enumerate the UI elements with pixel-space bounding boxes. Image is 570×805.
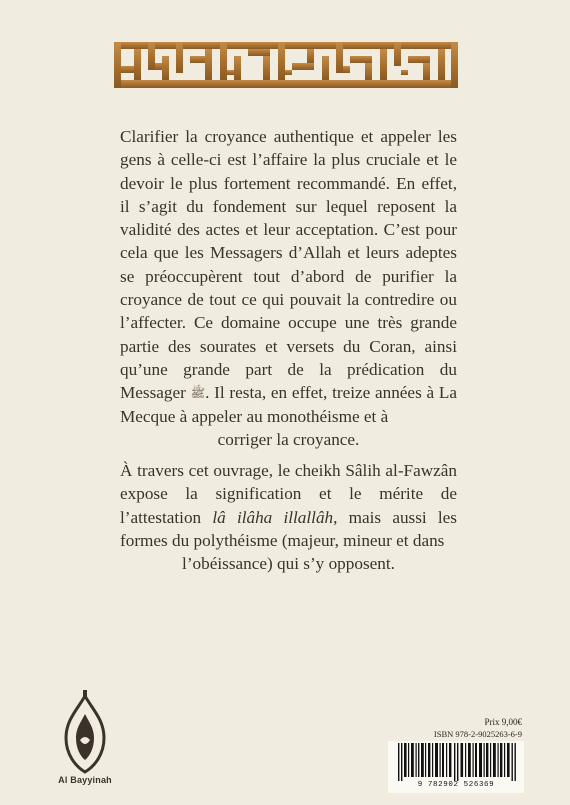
paragraph-intro-text: Clarifier la croyance authentique et appeler les gens à celle-ci est l’affaire la plus cruciale et le devoir le plus fortement recommandé. En effet, il s’agit du fondement sur lequel reposent la validité des actes et leur acceptation. C’est pour cela que les Messagers d’Allah et leurs adeptes se préoccupèrent tout d’abord de purifier la croyance de tout ce qui pouvait la contredire ou l’affecter. Ce domaine occupe une très grande partie des sourates et versets du Coran, ainsi qu’une grande part de la prédication du Messager (120, 127, 457, 403)
isbn-label: ISBN 978-2-9025263-6-9 (433, 729, 522, 739)
salawat-honorific-icon: ﷺ (190, 386, 206, 401)
barcode (388, 741, 524, 793)
paragraph-intro (120, 125, 457, 451)
paragraph-summary-continued: , mais aussi les formes du polythéisme (majeur, mineur et dans (120, 507, 457, 551)
kufic-calligraphy-banner (112, 40, 460, 92)
price-label: Prix 9,00€ (484, 717, 522, 727)
publisher-name: Al Bayyinah (58, 775, 112, 785)
attestation-italic: lâ ilâha illallâh (212, 507, 334, 527)
paragraph-book-summary (120, 459, 457, 575)
barcode-digits: 9 782902 526369 (417, 781, 495, 789)
description-text (120, 125, 457, 584)
paragraph-summary-last-line: l’obéissance) qui s’y opposent. (182, 554, 395, 574)
barcode-bars-icon (394, 743, 520, 781)
paragraph-intro-last-line: corriger la croyance. (217, 429, 360, 449)
paragraph-summary-text: À travers cet ouvrage, le cheikh Sâlih al-Fawzân expose la signification et le mérite de l’attestation (120, 461, 457, 527)
paragraph-intro-continued: . Il resta, en effet, treize années à La Mecque à appeler au monothéisme et à (120, 383, 458, 426)
